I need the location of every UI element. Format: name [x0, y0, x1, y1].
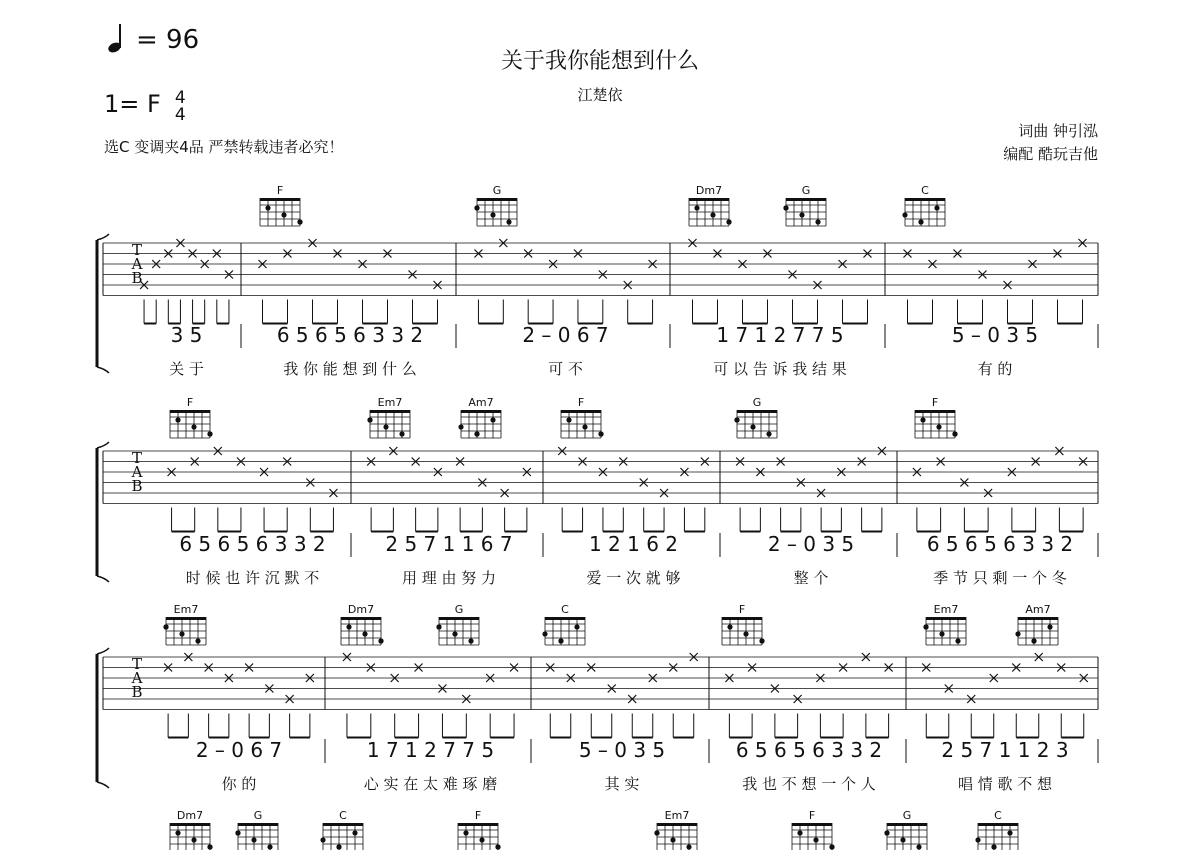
lyric-line: 你 的 [221, 775, 257, 793]
chord-finger-dot [726, 219, 731, 224]
chord-finger-dot [582, 424, 587, 429]
chord-finger-dot [923, 624, 928, 629]
chord-finger-dot [934, 205, 939, 210]
chord-finger-dot [900, 837, 905, 842]
chord-finger-dot [346, 624, 351, 629]
chord-name: C [921, 184, 929, 197]
chord-nut [657, 823, 697, 826]
chord-finger-dot [175, 830, 180, 835]
chord-name: F [931, 396, 939, 409]
chord-finger-dot [783, 205, 788, 210]
chord-finger-dot [884, 830, 889, 835]
chord-finger-dot [207, 431, 212, 436]
tab-clef-letter: A [131, 463, 143, 481]
chord-diagram-em7 [923, 603, 966, 645]
jianpu-measure: 2 – 0 3 5 [767, 532, 855, 556]
chord-finger-dot [1047, 624, 1052, 629]
chord-nut [722, 617, 762, 620]
chord-name: G [902, 809, 912, 822]
tab-clef-letter: T [131, 241, 143, 259]
chord-diagram-g [783, 184, 826, 226]
chord-finger-dot [991, 844, 996, 849]
chord-name: F [186, 396, 194, 409]
chord-finger-dot [918, 219, 923, 224]
chord-nut [323, 823, 363, 826]
chord-finger-dot [479, 837, 484, 842]
chord-finger-dot [598, 431, 603, 436]
chord-finger-dot [734, 417, 739, 422]
chord-name: G [752, 396, 762, 409]
chord-finger-dot [251, 837, 256, 842]
chord-name: G [253, 809, 263, 822]
time-sig-bottom: 4 [174, 105, 186, 125]
chord-name: F [577, 396, 585, 409]
chord-diagram-c [320, 809, 363, 850]
chord-nut [166, 617, 206, 620]
singer-name: 江楚依 [577, 86, 623, 104]
jianpu-measure: 5 – 0 3 5 [951, 323, 1039, 347]
capo-note: 选C 变调夹4品 严禁转载违者必究！ [104, 138, 344, 156]
chord-nut [792, 823, 832, 826]
chord-finger-dot [975, 837, 980, 842]
chord-diagram-dm7 [341, 603, 384, 645]
chord-diagram-f [915, 396, 958, 438]
chord-finger-dot [566, 417, 571, 422]
chord-diagram-em7 [654, 809, 697, 850]
chord-nut [439, 617, 479, 620]
tempo-value: = 96 [136, 25, 200, 55]
chord-name: G [492, 184, 502, 197]
jianpu-measure: 6 5 6 5 6 3 3 2 [735, 738, 883, 762]
chord-name: Am7 [468, 396, 494, 409]
chord-finger-dot [463, 830, 468, 835]
chord-finger-dot [490, 212, 495, 217]
chord-nut [905, 198, 945, 201]
lyric-line: 我 也 不 想 一 个 人 [742, 775, 876, 793]
chord-finger-dot [829, 844, 834, 849]
chord-finger-dot [750, 424, 755, 429]
chord-finger-dot [686, 844, 691, 849]
chord-finger-dot [320, 837, 325, 842]
jianpu-measure: 3 5 [170, 323, 203, 347]
credit-arrange: 编配 酷玩吉他 [1003, 145, 1098, 163]
chord-diagram-f [458, 809, 501, 850]
chord-finger-dot [799, 212, 804, 217]
chord-finger-dot [727, 624, 732, 629]
chord-finger-dot [936, 424, 941, 429]
chord-diagram-f [561, 396, 604, 438]
jianpu-measure: 2 5 7 1 1 6 7 [385, 532, 513, 556]
chord-diagram-c [542, 603, 585, 645]
chord-name: G [454, 603, 464, 616]
chord-finger-dot [191, 424, 196, 429]
lyric-line: 其 实 [604, 775, 640, 793]
lyric-line: 有 的 [977, 360, 1013, 378]
chord-finger-dot [1007, 830, 1012, 835]
chord-finger-dot [474, 431, 479, 436]
chord-finger-dot [952, 431, 957, 436]
chord-diagram-dm7 [170, 809, 213, 850]
chord-finger-dot [163, 624, 168, 629]
chord-diagram-f [260, 184, 303, 226]
lyric-line: 我 你 能 想 到 什 么 [283, 360, 417, 378]
chord-finger-dot [452, 631, 457, 636]
tab-clef-letter: A [131, 255, 143, 273]
lyric-line: 可 以 告 诉 我 结 果 [713, 360, 847, 378]
lyric-line: 爱 一 次 就 够 [586, 569, 681, 587]
chord-finger-dot [458, 424, 463, 429]
chord-nut [260, 198, 300, 201]
tab-clef-letter: B [131, 683, 143, 701]
chord-finger-dot [175, 417, 180, 422]
lyric-line: 心 实 在 太 难 琢 磨 [363, 775, 498, 793]
chord-finger-dot [670, 837, 675, 842]
tab-clef-letter: B [131, 269, 143, 287]
chord-finger-dot [902, 212, 907, 217]
chord-finger-dot [436, 624, 441, 629]
chord-nut [978, 823, 1018, 826]
chord-name: Em7 [377, 396, 403, 409]
chord-diagram-f [722, 603, 765, 645]
chord-diagram-dm7 [689, 184, 732, 226]
chord-finger-dot [378, 638, 383, 643]
lyric-line: 唱 情 歌 不 想 [957, 775, 1053, 793]
chord-finger-dot [362, 631, 367, 636]
lyric-line: 时 候 也 许 沉 默 不 [185, 569, 320, 587]
jianpu-measure: 2 – 0 6 7 [195, 738, 283, 762]
chord-diagram-em7 [367, 396, 410, 438]
chord-finger-dot [267, 844, 272, 849]
chord-finger-dot [710, 212, 715, 217]
chord-finger-dot [574, 624, 579, 629]
chord-finger-dot [367, 417, 372, 422]
chord-finger-dot [558, 638, 563, 643]
chord-finger-dot [179, 631, 184, 636]
jianpu-measure: 1 7 1 2 7 7 5 [366, 738, 495, 762]
lyric-line: 整 个 [793, 569, 829, 587]
chord-name: Dm7 [695, 184, 723, 197]
chord-finger-dot [383, 424, 388, 429]
chord-finger-dot [474, 205, 479, 210]
chord-name: F [808, 809, 816, 822]
chord-nut [926, 617, 966, 620]
chord-finger-dot [955, 638, 960, 643]
chord-nut [461, 410, 501, 413]
chord-finger-dot [694, 205, 699, 210]
chord-finger-dot [766, 431, 771, 436]
chord-finger-dot [920, 417, 925, 422]
chord-diagram-em7 [163, 603, 206, 645]
chord-finger-dot [759, 638, 764, 643]
chord-nut [1018, 617, 1058, 620]
chord-diagram-c [902, 184, 945, 226]
chord-nut [477, 198, 517, 201]
chord-finger-dot [490, 417, 495, 422]
credit-lyrics: 词曲 钟引泓 [1018, 122, 1098, 140]
chord-nut [561, 410, 601, 413]
song-title: 关于我你能想到什么 [500, 49, 699, 74]
chord-finger-dot [235, 830, 240, 835]
lyric-line: 可 不 [548, 360, 583, 378]
chord-name: Am7 [1025, 603, 1051, 616]
chord-finger-dot [1015, 631, 1020, 636]
chord-name: F [276, 184, 284, 197]
chord-name: C [339, 809, 347, 822]
chord-finger-dot [813, 837, 818, 842]
chord-finger-dot [336, 844, 341, 849]
chord-finger-dot [1031, 638, 1036, 643]
chord-name: Em7 [664, 809, 690, 822]
chord-nut [170, 823, 210, 826]
time-sig-top: 4 [174, 88, 186, 108]
chord-nut [458, 823, 498, 826]
chord-name: F [474, 809, 482, 822]
chord-finger-dot [297, 219, 302, 224]
chord-finger-dot [495, 844, 500, 849]
jianpu-measure: 2 – 0 6 7 [522, 323, 609, 347]
jianpu-measure: 6 5 6 5 6 3 3 2 [926, 532, 1074, 556]
chord-name: C [561, 603, 569, 616]
chord-finger-dot [542, 631, 547, 636]
tab-clef-letter: B [131, 477, 143, 495]
chord-nut [545, 617, 585, 620]
chord-finger-dot [506, 219, 511, 224]
chord-finger-dot [207, 844, 212, 849]
tab-clef-letter: T [131, 655, 143, 673]
tab-clef-letter: A [131, 669, 143, 687]
chord-diagram-f [792, 809, 835, 850]
chord-name: Dm7 [176, 809, 204, 822]
chord-finger-dot [468, 638, 473, 643]
chord-diagram-g [884, 809, 927, 850]
chord-finger-dot [743, 631, 748, 636]
chord-nut [915, 410, 955, 413]
chord-finger-dot [265, 205, 270, 210]
chord-name: Em7 [173, 603, 199, 616]
chord-name: C [994, 809, 1002, 822]
jianpu-measure: 6 5 6 5 6 3 3 2 [276, 323, 424, 347]
chord-finger-dot [654, 830, 659, 835]
chord-diagram-c [975, 809, 1018, 850]
chord-diagram-g [474, 184, 517, 226]
jianpu-measure: 6 5 6 5 6 3 3 2 [179, 532, 326, 556]
lyric-line: 关 于 [169, 360, 204, 378]
chord-finger-dot [939, 631, 944, 636]
chord-nut [341, 617, 381, 620]
chord-name: G [801, 184, 811, 197]
chord-nut [689, 198, 729, 201]
tab-clef-letter: T [131, 449, 143, 467]
chord-nut [887, 823, 927, 826]
chord-nut [370, 410, 410, 413]
chord-nut [238, 823, 278, 826]
chord-diagram-g [734, 396, 777, 438]
chord-diagram-f [170, 396, 213, 438]
jianpu-measure: 1 2 1 6 2 [588, 532, 679, 556]
chord-finger-dot [399, 431, 404, 436]
chord-finger-dot [815, 219, 820, 224]
chord-diagram-am7 [1015, 603, 1058, 645]
chord-finger-dot [195, 638, 200, 643]
chord-diagram-am7 [458, 396, 501, 438]
chord-diagram-g [235, 809, 278, 850]
key-label: 1= F [104, 90, 161, 118]
chord-name: Em7 [933, 603, 959, 616]
jianpu-measure: 5 – 0 3 5 [578, 738, 666, 762]
chord-finger-dot [281, 212, 286, 217]
chord-name: F [738, 603, 746, 616]
jianpu-measure: 2 5 7 1 1 2 3 [941, 738, 1069, 762]
chord-name: Dm7 [347, 603, 375, 616]
chord-finger-dot [916, 844, 921, 849]
chord-finger-dot [352, 830, 357, 835]
chord-nut [737, 410, 777, 413]
chord-finger-dot [191, 837, 196, 842]
lyric-line: 季 节 只 剩 一 个 冬 [933, 569, 1067, 587]
chord-nut [170, 410, 210, 413]
lyric-line: 用 理 由 努 力 [401, 569, 497, 587]
jianpu-measure: 1 7 1 2 7 7 5 [716, 323, 844, 347]
chord-nut [786, 198, 826, 201]
chord-diagram-g [436, 603, 479, 645]
chord-finger-dot [797, 830, 802, 835]
